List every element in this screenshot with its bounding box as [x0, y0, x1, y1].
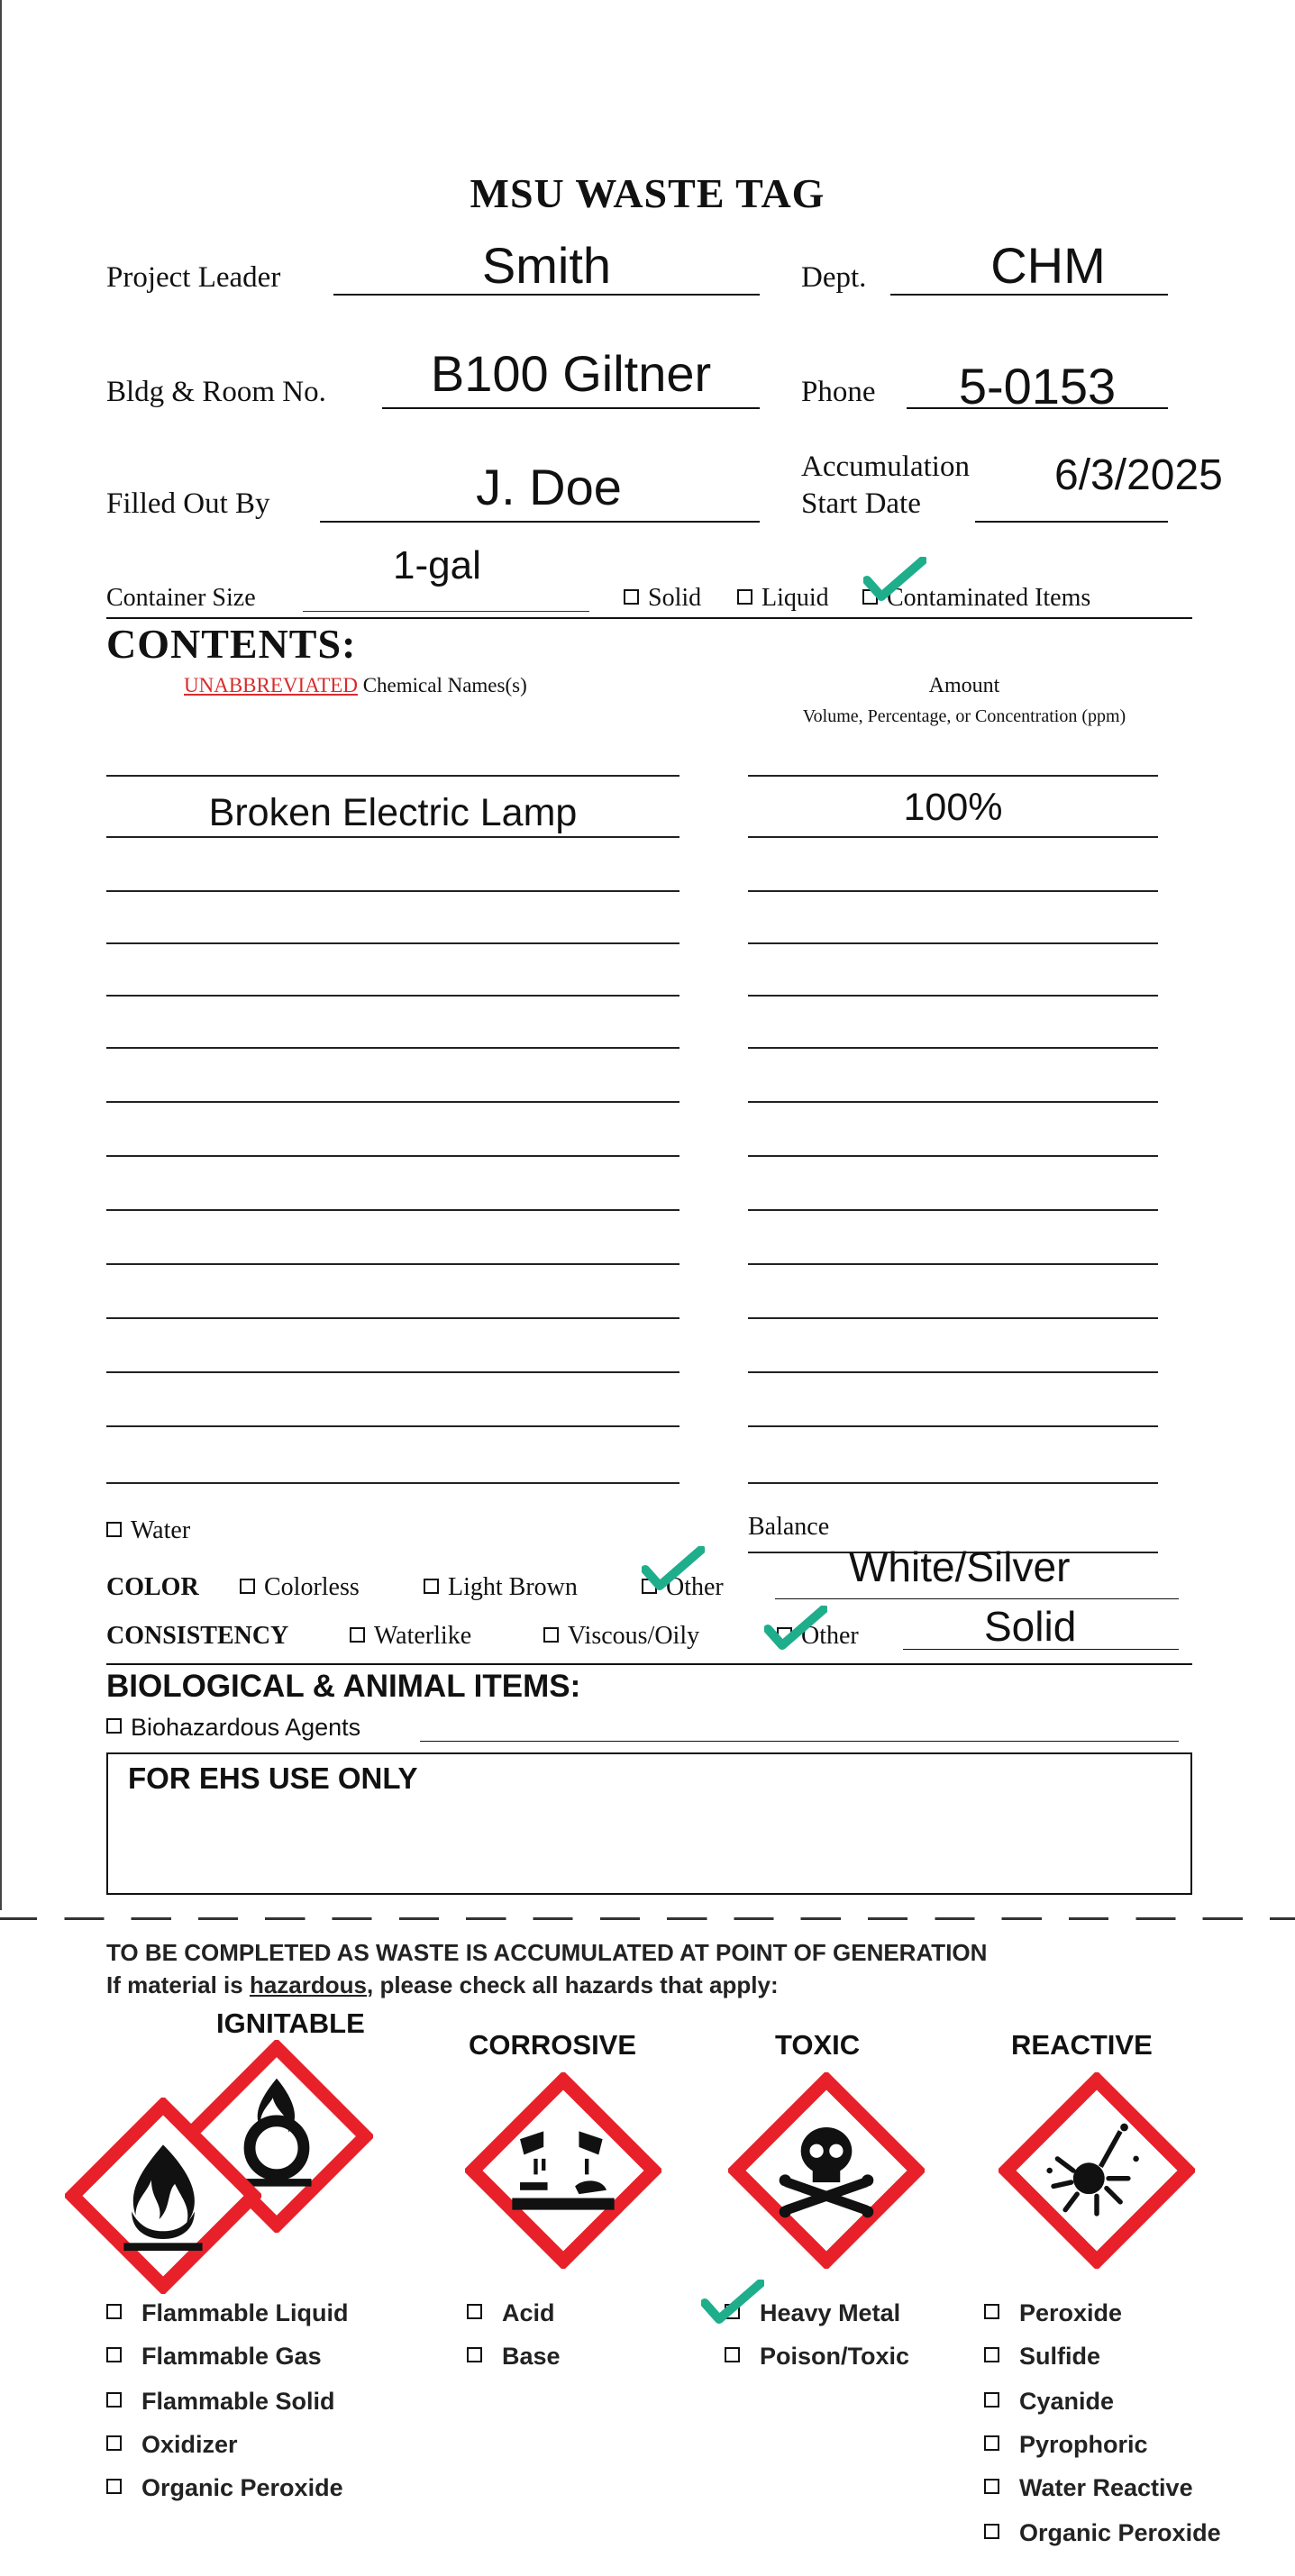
chemical-name-line	[106, 1047, 679, 1049]
container-type-solid[interactable]	[624, 584, 701, 613]
ehs-box	[106, 1752, 1192, 1895]
flame-icon	[65, 2098, 261, 2294]
bio-agents-label: Biohazardous Agents	[131, 1714, 361, 1741]
hazard-option[interactable]	[984, 2519, 1221, 2547]
dept-label: Dept.	[801, 261, 867, 294]
bio-agents-checkbox[interactable]	[106, 1718, 122, 1734]
solid-label: Solid	[648, 584, 702, 612]
color-label: COLOR	[106, 1573, 199, 1601]
hazard-option[interactable]	[984, 2388, 1114, 2416]
chemical-name-line	[106, 1263, 679, 1265]
hazard-checkbox[interactable]	[106, 2304, 122, 2319]
exploding-bomb-icon	[999, 2072, 1195, 2269]
hazard-checkbox[interactable]	[725, 2347, 740, 2362]
light-brown-checkbox[interactable]	[424, 1579, 439, 1594]
hazard-checkbox[interactable]	[106, 2347, 122, 2362]
bldg-label: Bldg & Room No.	[106, 376, 326, 408]
chemical-names-header	[184, 674, 527, 697]
consistency-viscous[interactable]	[543, 1622, 699, 1651]
phone-value[interactable]: 5-0153	[958, 358, 1117, 414]
amount-line	[748, 1482, 1158, 1484]
waterlike-label: Waterlike	[374, 1622, 472, 1650]
filled-by-value[interactable]: J. Doe	[476, 459, 622, 515]
contents-heading: CONTENTS:	[106, 621, 357, 667]
amount-line	[748, 1425, 1158, 1427]
hazard-option[interactable]	[106, 2343, 322, 2371]
chemical-name-line	[106, 995, 679, 997]
hazard-option[interactable]	[984, 2343, 1100, 2371]
chemical-name-line	[106, 1155, 679, 1157]
checkmark-icon	[701, 2280, 764, 2325]
chemical-name-line	[106, 1371, 679, 1373]
hazard-label: Flammable Solid	[141, 2388, 335, 2415]
hazard-option[interactable]	[106, 2299, 349, 2327]
chemical-name-line	[106, 836, 679, 838]
chemical-name-line	[106, 1209, 679, 1211]
solid-checkbox[interactable]	[624, 589, 639, 605]
chemical-name-line	[106, 890, 679, 892]
start-date-value[interactable]: 6/3/2025	[1054, 451, 1223, 499]
chemical-name-line	[106, 942, 679, 944]
header-divider	[106, 617, 1192, 619]
dept-value[interactable]: CHM	[990, 237, 1106, 294]
start-date-label: Start Date	[801, 487, 921, 520]
hazard-label: Oxidizer	[141, 2431, 238, 2458]
skull-crossbones-icon	[728, 2072, 925, 2269]
liquid-label: Liquid	[761, 584, 829, 612]
viscous-checkbox[interactable]	[543, 1627, 559, 1643]
hazard-checkbox[interactable]	[984, 2479, 999, 2494]
filled-by-line	[320, 521, 760, 523]
reactive-title: REACTIVE	[1011, 2029, 1153, 2061]
waterlike-checkbox[interactable]	[350, 1627, 365, 1643]
amount-line	[748, 836, 1158, 838]
filled-by-label: Filled Out By	[106, 487, 270, 520]
hazard-checkbox[interactable]	[984, 2435, 999, 2451]
phone-label: Phone	[801, 376, 876, 408]
colorless-checkbox[interactable]	[240, 1579, 255, 1594]
hazard-checkbox[interactable]	[106, 2435, 122, 2451]
light-brown-label: Light Brown	[448, 1573, 578, 1601]
chemical-names-text: Chemical Names(s)	[357, 674, 527, 696]
amount-line	[748, 995, 1158, 997]
hazard-option[interactable]	[467, 2343, 561, 2371]
corrosive-title: CORROSIVE	[469, 2029, 637, 2061]
hazard-label: Pyrophoric	[1019, 2431, 1148, 2458]
amount-line	[748, 942, 1158, 944]
hazard-label: Poison/Toxic	[760, 2343, 910, 2370]
hazard-checkbox[interactable]	[467, 2304, 482, 2319]
hazard-option[interactable]	[106, 2388, 335, 2416]
water-checkbox[interactable]	[106, 1522, 122, 1537]
amount-line	[748, 1371, 1158, 1373]
instruction-2-post: , please check all hazards that apply:	[367, 1971, 779, 1998]
water-label: Water	[131, 1516, 191, 1544]
chemical-name-line	[106, 1317, 679, 1319]
hazard-label: Flammable Gas	[141, 2343, 322, 2370]
ignitable-title: IGNITABLE	[216, 2007, 365, 2039]
container-size-label: Container Size	[106, 584, 256, 612]
project-leader-label: Project Leader	[106, 261, 281, 294]
project-leader-value[interactable]: Smith	[481, 237, 612, 294]
bio-agents-line	[420, 1741, 1179, 1742]
hazard-label: Base	[502, 2343, 561, 2370]
water-option[interactable]	[106, 1516, 190, 1545]
colorless-label: Colorless	[264, 1573, 360, 1601]
hazard-label: Organic Peroxide	[1019, 2519, 1221, 2546]
liquid-checkbox[interactable]	[737, 589, 752, 605]
hazard-label: Peroxide	[1019, 2299, 1123, 2326]
chemical-name-line	[106, 1425, 679, 1427]
hazard-label: Water Reactive	[1019, 2474, 1193, 2501]
consistency-label: CONSISTENCY	[106, 1622, 289, 1650]
ehs-label: FOR EHS USE ONLY	[128, 1761, 418, 1795]
consistency-divider	[106, 1663, 1192, 1665]
hazard-instruction-2	[106, 1971, 779, 1999]
checkmark-icon	[642, 1546, 705, 1591]
consistency-other-value[interactable]: Solid	[984, 1603, 1077, 1650]
hazard-checkbox[interactable]	[984, 2392, 999, 2408]
amount-header: Amount	[928, 674, 1000, 697]
perforation-line	[0, 1917, 1295, 1920]
amount-cell[interactable]: 100%	[903, 786, 1003, 829]
container-size-value[interactable]: 1-gal	[393, 543, 481, 587]
hazard-instruction-1: TO BE COMPLETED AS WASTE IS ACCUMULATED AT POINT OF GENERATION	[106, 1939, 988, 1966]
amount-line	[748, 1101, 1158, 1103]
amount-line	[748, 1263, 1158, 1265]
instruction-2-pre: If material is	[106, 1971, 250, 1998]
amount-line	[748, 1155, 1158, 1157]
contaminated-label: Contaminated Items	[887, 584, 1091, 612]
hazard-option[interactable]	[106, 2474, 343, 2502]
hazard-label: Heavy Metal	[760, 2299, 901, 2326]
hazard-label: Acid	[502, 2299, 555, 2326]
hazard-checkbox[interactable]	[984, 2347, 999, 2362]
accumulation-label: Accumulation	[801, 451, 970, 483]
corrosion-icon	[465, 2072, 661, 2269]
container-size-line	[303, 611, 589, 612]
chemical-name-line	[106, 1101, 679, 1103]
hazard-checkbox[interactable]	[467, 2347, 482, 2362]
hazard-checkbox[interactable]	[106, 2392, 122, 2408]
hazard-checkbox[interactable]	[984, 2304, 999, 2319]
consistency-waterlike[interactable]	[350, 1622, 471, 1651]
container-type-liquid[interactable]	[737, 584, 829, 613]
amount-line	[748, 1317, 1158, 1319]
chemical-name-cell[interactable]: Broken Electric Lamp	[208, 791, 578, 834]
hazard-checkbox[interactable]	[984, 2524, 999, 2539]
hazard-label: Sulfide	[1019, 2343, 1101, 2370]
hazard-option[interactable]	[725, 2343, 909, 2371]
unabbreviated-emphasis: UNABBREVIATED	[184, 674, 358, 696]
hazard-checkbox[interactable]	[106, 2479, 122, 2494]
consistency-other-label: Other	[801, 1622, 859, 1650]
hazard-option[interactable]	[984, 2299, 1122, 2327]
viscous-label: Viscous/Oily	[568, 1622, 700, 1650]
hazard-label: Cyanide	[1019, 2388, 1115, 2415]
color-other-line	[775, 1598, 1179, 1599]
hazard-option[interactable]	[467, 2299, 555, 2327]
bio-agents-option[interactable]	[106, 1714, 360, 1742]
hazard-label: Organic Peroxide	[141, 2474, 343, 2501]
amount-line	[748, 1047, 1158, 1049]
start-date-line	[975, 521, 1168, 523]
color-other-label: Other	[666, 1573, 724, 1601]
hazard-option[interactable]	[106, 2431, 238, 2459]
hazard-label: Flammable Liquid	[141, 2299, 349, 2326]
amount-line	[748, 775, 1158, 777]
amount-line	[748, 1209, 1158, 1211]
toxic-title: TOXIC	[775, 2029, 861, 2061]
bldg-line	[382, 407, 760, 409]
amount-subheader: Volume, Percentage, or Concentration (ppm)	[802, 706, 1126, 726]
color-other-value[interactable]: White/Silver	[849, 1543, 1071, 1590]
chemical-name-line	[106, 775, 679, 777]
tag-left-edge	[0, 0, 2, 1910]
page-title: MSU WASTE TAG	[470, 170, 825, 216]
checkmark-icon	[764, 1606, 827, 1651]
color-colorless[interactable]	[240, 1573, 360, 1602]
bio-heading: BIOLOGICAL & ANIMAL ITEMS:	[106, 1669, 581, 1704]
checkmark-icon	[863, 557, 926, 602]
chemical-name-line	[106, 1482, 679, 1484]
amount-line	[748, 890, 1158, 892]
color-light-brown[interactable]	[424, 1573, 578, 1602]
hazard-option[interactable]	[984, 2474, 1193, 2502]
balance-label: Balance	[748, 1513, 830, 1541]
bldg-value[interactable]: B100 Giltner	[430, 345, 712, 402]
hazard-option[interactable]	[984, 2431, 1148, 2459]
instruction-2-emph: hazardous	[249, 1971, 367, 1998]
